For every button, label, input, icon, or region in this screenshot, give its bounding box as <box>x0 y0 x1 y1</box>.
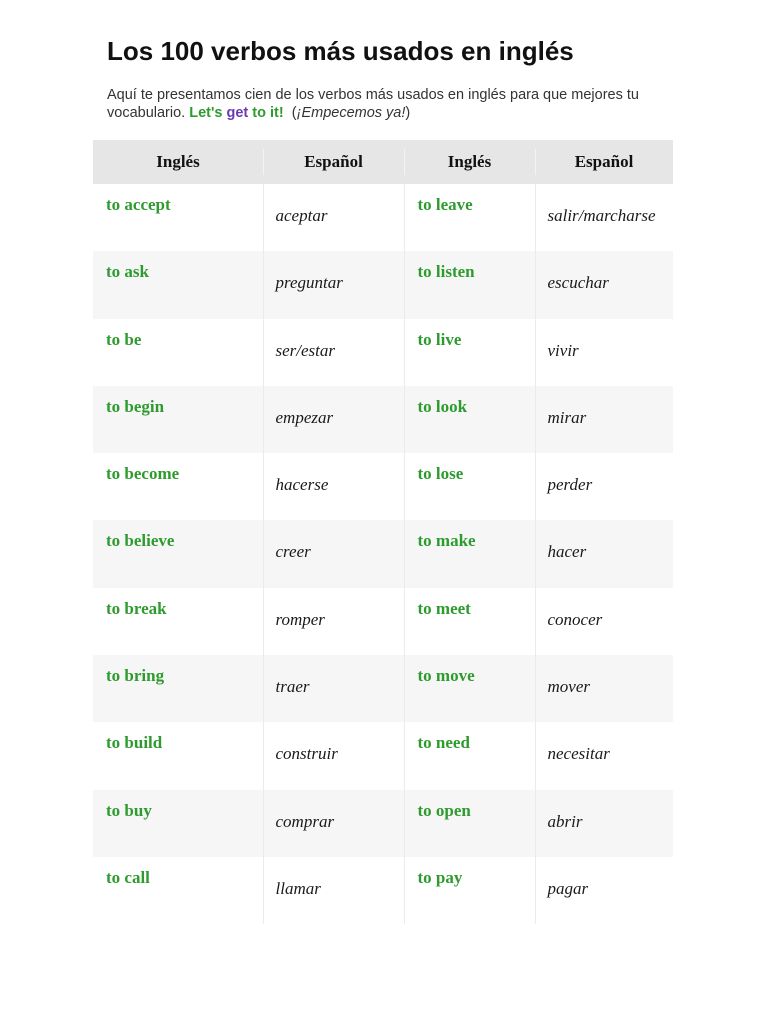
spanish-verb: necesitar <box>547 744 610 764</box>
header-ingles-1: Inglés <box>156 152 200 171</box>
cell-spanish-verb <box>535 386 673 453</box>
cell-spanish-verb <box>263 319 404 386</box>
page-title: Los 100 verbos más usados en inglés <box>107 36 574 66</box>
spanish-verb: perder <box>547 475 593 495</box>
header-espanol-1: Español <box>263 140 404 184</box>
spanish-verb: salir/marcharse <box>547 206 656 225</box>
english-verb: to move <box>417 666 475 686</box>
table-row <box>93 790 673 857</box>
english-verb: to leave <box>417 195 473 214</box>
spanish-verb: hacerse <box>275 475 329 495</box>
cell-english-verb <box>404 184 535 251</box>
cell-english-verb <box>93 520 263 587</box>
english-verb: to need <box>417 733 470 753</box>
cell-english-verb <box>93 722 263 789</box>
table-row <box>93 453 673 520</box>
cell-spanish-verb <box>263 520 404 587</box>
spanish-verb: ser/estar <box>275 340 335 360</box>
intro-text: Aquí te presentamos cien de los verbos más usados en inglés para que mejores tu vocabulario. <box>107 87 639 121</box>
cell-english-verb <box>93 790 263 857</box>
cell-english-verb <box>93 251 263 318</box>
cell-spanish-verb <box>263 251 404 318</box>
cell-spanish-verb <box>263 655 404 722</box>
english-verb: to ask <box>106 262 149 282</box>
spanish-verb: abrir <box>547 811 583 831</box>
cell-spanish-verb <box>263 184 404 251</box>
verbs-table <box>93 140 673 924</box>
table-row <box>93 319 673 386</box>
spanish-verb: empezar <box>275 407 334 427</box>
intro-empecemos: ¡Empecemos ya! <box>296 105 406 121</box>
cell-spanish-verb <box>535 790 673 857</box>
spanish-verb: conocer <box>547 609 603 629</box>
intro-lets: Let's <box>189 105 223 121</box>
english-verb: to live <box>417 329 462 349</box>
cell-english-verb <box>404 655 535 722</box>
cell-english-verb <box>404 722 535 789</box>
intro-get-link[interactable]: get <box>226 105 249 121</box>
table-row <box>93 857 673 924</box>
cell-english-verb <box>404 453 535 520</box>
cell-spanish-verb <box>535 722 673 789</box>
english-verb: to build <box>106 733 163 753</box>
intro-paragraph <box>107 86 677 122</box>
table-row <box>93 588 673 655</box>
english-verb: to look <box>417 396 468 416</box>
cell-spanish-verb <box>535 857 673 924</box>
cell-spanish-verb <box>263 588 404 655</box>
english-verb: to break <box>106 598 167 618</box>
english-verb: to begin <box>106 396 165 416</box>
cell-english-verb <box>404 520 535 587</box>
spanish-verb: romper <box>275 609 325 629</box>
table-row <box>93 184 673 251</box>
cell-english-verb <box>93 588 263 655</box>
english-verb: to call <box>106 867 150 887</box>
cell-english-verb <box>93 319 263 386</box>
english-verb: to bring <box>106 666 165 686</box>
english-verb: to lose <box>417 464 464 484</box>
cell-spanish-verb <box>535 520 673 587</box>
cell-spanish-verb <box>263 790 404 857</box>
spanish-verb: traer <box>275 677 310 697</box>
english-verb: to be <box>106 329 142 349</box>
table-row <box>93 251 673 318</box>
english-verb: to meet <box>417 598 471 618</box>
table-header-row <box>93 140 673 184</box>
english-verb: to make <box>417 531 476 551</box>
cell-spanish-verb <box>535 655 673 722</box>
cell-english-verb <box>93 857 263 924</box>
spanish-verb: mover <box>547 677 590 697</box>
cell-english-verb <box>93 453 263 520</box>
cell-english-verb <box>404 319 535 386</box>
cell-spanish-verb <box>535 453 673 520</box>
english-verb: to open <box>417 800 471 820</box>
english-verb: to listen <box>417 262 475 282</box>
cell-english-verb <box>404 857 535 924</box>
spanish-verb: llamar <box>275 878 321 898</box>
english-verb: to pay <box>417 867 463 887</box>
cell-spanish-verb <box>263 722 404 789</box>
header-espanol-2: Español <box>535 140 673 184</box>
english-verb: to become <box>106 464 180 484</box>
spanish-verb: construir <box>275 744 338 764</box>
cell-english-verb <box>93 655 263 722</box>
spanish-verb: comprar <box>275 811 335 831</box>
cell-spanish-verb <box>535 251 673 318</box>
intro-to-it: to it! <box>252 105 284 121</box>
intro-close-paren: ) <box>405 105 411 121</box>
cell-spanish-verb <box>263 453 404 520</box>
cell-english-verb <box>404 588 535 655</box>
spanish-verb: creer <box>275 542 311 562</box>
cell-spanish-verb <box>263 386 404 453</box>
table-row <box>93 520 673 587</box>
header-ingles-2: Inglés <box>404 140 535 184</box>
spanish-verb: vivir <box>547 340 579 360</box>
spanish-verb: escuchar <box>547 273 609 293</box>
table-row <box>93 655 673 722</box>
english-verb: to accept <box>106 195 171 214</box>
spanish-verb: aceptar <box>275 206 328 225</box>
cell-spanish-verb <box>535 184 673 251</box>
table-row <box>93 386 673 453</box>
english-verb: to believe <box>106 531 175 551</box>
cell-spanish-verb <box>263 857 404 924</box>
cell-english-verb <box>404 790 535 857</box>
cell-english-verb <box>93 386 263 453</box>
cell-english-verb <box>404 251 535 318</box>
cell-english-verb <box>404 386 535 453</box>
cell-spanish-verb <box>535 588 673 655</box>
spanish-verb: hacer <box>547 542 587 562</box>
intro-open-paren: ( <box>291 105 297 121</box>
table-row <box>93 722 673 789</box>
cell-spanish-verb <box>535 319 673 386</box>
spanish-verb: mirar <box>547 407 587 427</box>
table-body <box>93 184 673 924</box>
english-verb: to buy <box>106 800 152 820</box>
cell-english-verb <box>93 184 263 251</box>
spanish-verb: preguntar <box>275 273 343 293</box>
spanish-verb: pagar <box>547 878 589 898</box>
